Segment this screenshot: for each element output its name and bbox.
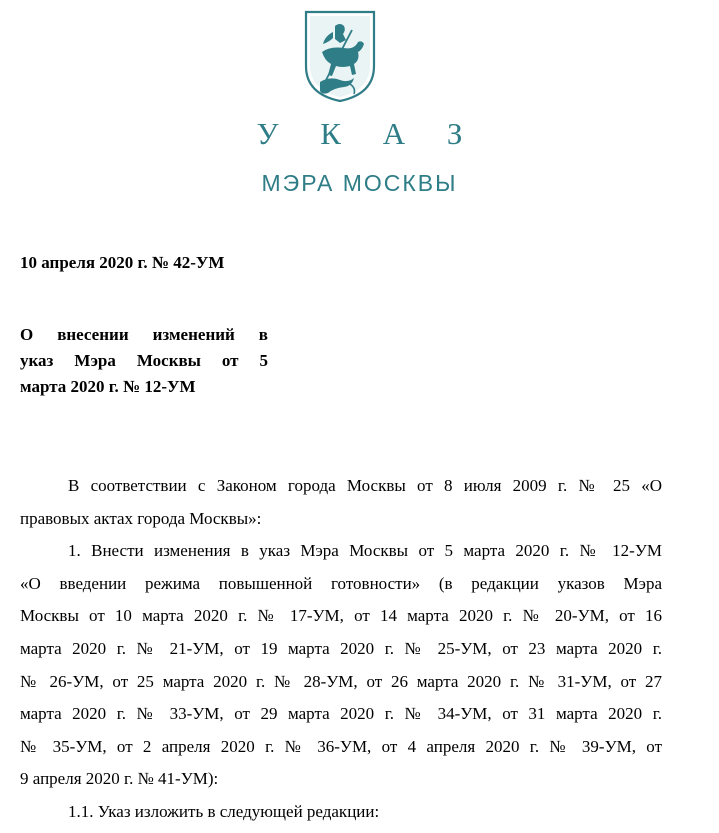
body-line: марта 2020 г. № 33-УМ, от 29 марта 2020 г. № 34-УМ, от 31 марта 2020 г. — [20, 704, 662, 724]
subject-line: указ Мэра Москвы от 5 — [20, 351, 268, 370]
body-line: «О введении режима повышенной готовности» (в редакции указов Мэра — [20, 573, 662, 593]
body-line: В соответствии с Законом города Москвы от 8 июля 2009 г. № 25 «О — [68, 476, 662, 495]
subject-line: О внесении изменений в — [20, 325, 268, 344]
decree-date-number: 10 апреля 2020 г. № 42-УМ — [20, 253, 225, 272]
body-line: правовых актах города Москвы»: — [20, 508, 262, 528]
body-line: 9 апреля 2020 г. № 41-УМ): — [20, 769, 219, 789]
body-line: марта 2020 г. № 21-УМ, от 19 марта 2020 г. № 25-УМ, от 23 марта 2020 г. — [20, 638, 662, 658]
body-line: 1.1. Указ изложить в следующей редакции: — [68, 801, 380, 821]
subject-line: марта 2020 г. № 12-УМ — [20, 377, 196, 396]
decree-body — [20, 470, 662, 829]
body-line: № 26-УМ, от 25 марта 2020 г. № 28-УМ, от 26 марта 2020 г. № 31-УМ, от 27 — [20, 671, 662, 691]
body-line: Москвы от 10 марта 2020 г. № 17-УМ, от 14 марта 2020 г. № 20-УМ, от 16 — [20, 606, 662, 626]
decree-title: У К А З — [256, 116, 480, 151]
body-line: 1. Внести изменения в указ Мэра Москвы от 5 марта 2020 г. № 12-УМ — [68, 541, 662, 561]
decree-subject — [20, 322, 268, 400]
moscow-coat-of-arms-icon — [302, 8, 378, 104]
decree-subtitle: МЭРА МОСКВЫ — [261, 170, 458, 196]
body-line: № 35-УМ, от 2 апреля 2020 г. № 36-УМ, от 4 апреля 2020 г. № 39-УМ, от — [20, 736, 662, 756]
